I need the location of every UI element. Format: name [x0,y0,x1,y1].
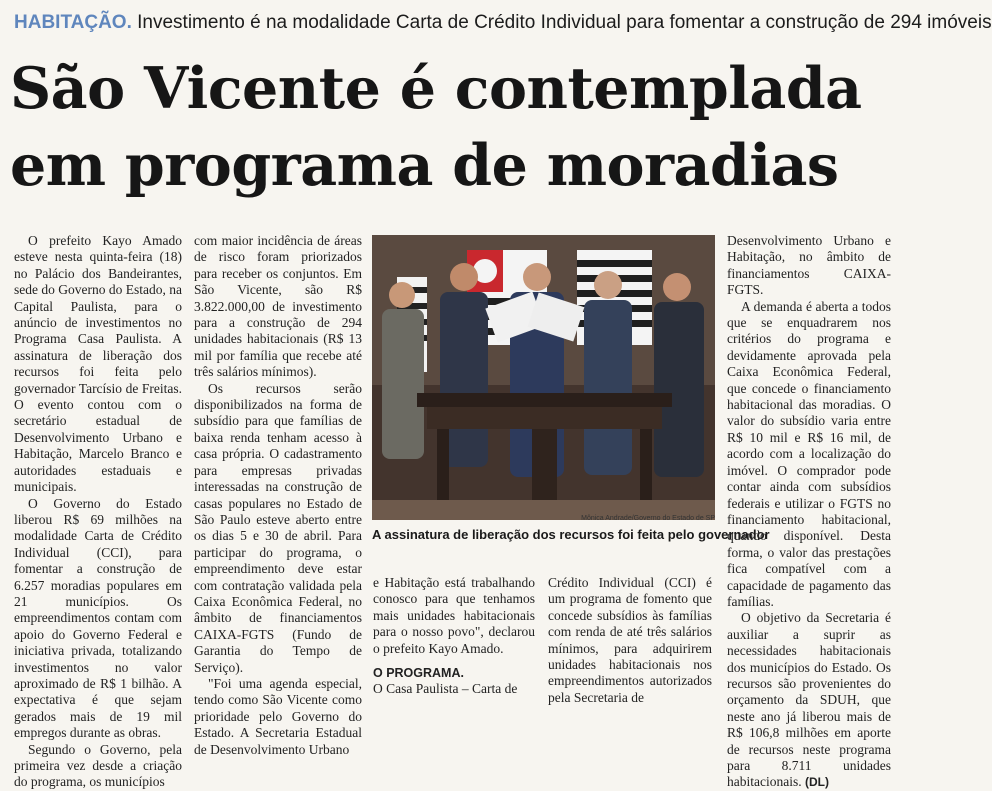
paragraph: O Governo do Estado liberou R$ 69 milhões na modalidade Carta de Crédito Individual (CCI), para fomentar a construção de 6.257 moradias populares em 21 municípios. Os empreendimentos contam com apoio do Governo Federal e iniciativa privada, totalizando investimentos no valor aproximado de R$ 1 bilhão. A expectativa é que sejam gerados mais de 19 mil empregos durante as obras. [14,495,182,741]
article-column-1 [14,233,182,791]
paragraph: e Habitação está trabalhando conosco para que tenhamos mais unidades habitacionais para o nosso povo", declarou o prefeito Kayo Amado. [373,575,535,656]
photo-caption: A assinatura de liberação dos recursos foi feita pelo governador [372,527,770,542]
news-photo [372,235,715,520]
paragraph: com maior incidência de áreas de risco foram priorizados para receber os conjuntos. Em São Vicente, são R$ 3.822.000,00 de investimento para a construção de 294 unidades habitacionais (R$ 13 mil por família que recebe até três salários mínimos). [194,233,362,380]
paragraph: Segundo o Governo, pela primeira vez desde a criação do programa, os municípios [14,741,182,790]
headline [10,50,895,204]
paragraph: O Casa Paulista – Carta de [373,681,518,697]
paragraph: A demanda é aberta a todos que se enquadrarem nos critérios do programa e devidamente aprovada pela Caixa Econômica Federal, que concede o financiamento habitacional das moradias. O valor do subsídio varia entre R$ 10 mil e R$ 16 mil, de acordo com a localização do imóvel. O comprador pode contar ainda com subsídios federais e utilizar o FGTS no financiamento habitacional, quando disponível. Desta forma, o valor das prestações fica compatível com a capacidade de pagamento das famílias. [727,298,891,609]
section-heading: O PROGRAMA. [373,666,464,681]
paragraph: Os recursos serão disponibilizados na forma de subsídio para que famílias de baixa renda tenham acesso à casa própria. O cadastramento para empresas privadas interessadas na construção de casas populares no Estado de São Paulo esteve aberto entre os dias 5 e 30 de abril. Para participar do programa, o empreendimento deve estar com contratação validada pela Caixa Econômica Federal, no âmbito de financiamentos CAIXA-FGTS (Fundo de Garantia do Tempo de Serviço). [194,380,362,675]
article-column-5 [727,233,891,791]
article-column-4 [548,575,712,706]
photo-credit: Mônica Andrade/Governo do Estado de SP [581,515,715,522]
section-tag: HABITAÇÃO. [14,12,132,33]
headline-line-1: São Vicente é contemplada [10,55,862,122]
kicker [14,10,992,36]
paragraph: "Foi uma agenda especial, tendo como São Vicente como prioridade pelo Governo do Estado. A Secretaria Estadual de Desenvolvimento Urbano [194,675,362,757]
headline-line-2: em programa de moradias [10,132,839,199]
article-column-3 [373,575,535,698]
paragraph [727,610,891,790]
kicker-subtitle: Investimento é na modalidade Carta de Crédito Individual para fomentar a construção de 294 imóveis [137,12,992,33]
paragraph: Desenvolvimento Urbano e Habitação, no âmbito de financiamentos CAIXA-FGTS. [727,233,891,298]
paragraph: O prefeito Kayo Amado esteve nesta quinta-feira (18) no Palácio dos Bandeirantes, sede do Governo do Estado, na Capital Paulista, para o anúncio de investimentos no Programa Casa Paulista. A assinatura de liberação dos recursos foi feita pelo governador Tarcísio de Freitas. O evento contou com o secretário estadual de Desenvolvimento Urbano e Habitação, Marcelo Branco e autoridades estaduais e municipais. [14,233,182,495]
article-column-2 [194,233,362,758]
author-signature: (DL) [804,775,829,790]
paragraph: Crédito Individual (CCI) é um programa de fomento que concede subsídios às famílias com renda de até três salários mínimos, para adquirirem unidades habitacionais nos empreendimentos autorizados pela Secretaria de [548,575,712,705]
paragraph-text: O objetivo da Secretaria é auxiliar a suprir as necessidades habitacionais dos municípios do Estado. Os recursos são provenientes do orçamento da SDUH, que neste ano já liberou mais de R$ 106,8 milhões em aporte de recursos neste programa para 8.711 unidades habitacionais. [727,610,891,790]
photo-illustration [372,235,715,520]
